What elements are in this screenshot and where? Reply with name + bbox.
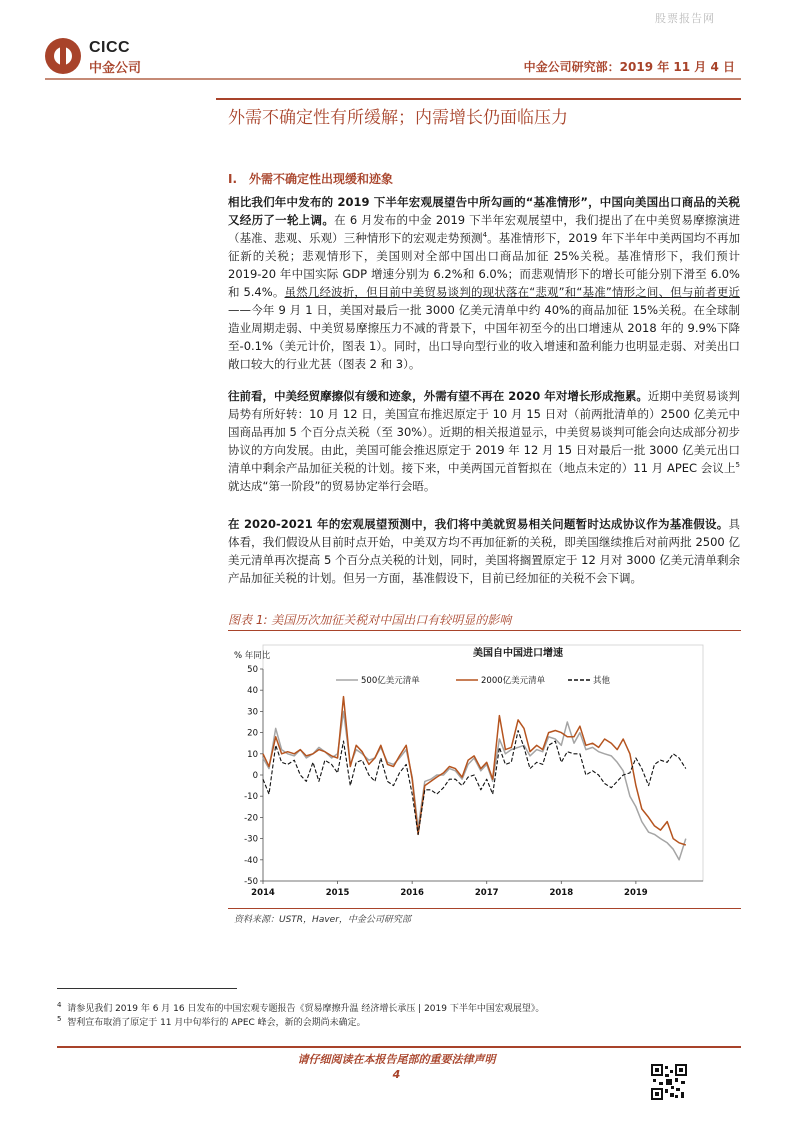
heading: I. 外需不确定性出现缓和迹象 xyxy=(228,172,394,186)
paragraph-2 xyxy=(228,387,740,495)
x-tick-label: 2018 xyxy=(549,888,574,898)
p3-lead: 在 2020-2021 年的宏观展望预测中，我们将中美就贸易相关问题暂时达成协议作为基准假设。 xyxy=(228,517,729,531)
footer-divider xyxy=(57,1046,741,1048)
x-tick-label: 2014 xyxy=(251,888,275,898)
footnote-5-text: 智利宣布取消了原定于 11 月中旬举行的 APEC 峰会，新的会期尚未确定。 xyxy=(67,1018,366,1028)
series-line-1 xyxy=(263,711,686,859)
figure-source: 资料来源：USTR，Haver，中金公司研究部 xyxy=(234,915,411,925)
watermark: 股票报告网 xyxy=(655,12,715,25)
legend-label-3: 其他 xyxy=(593,676,611,686)
section-title: 外需不确定性有所缓解；内需增长仍面临压力 xyxy=(228,108,568,128)
p2-text-2: 就达成“第一阶段”的贸易协定举行会晤。 xyxy=(228,479,436,493)
footnote-divider xyxy=(57,988,237,989)
cicc-logo-icon xyxy=(45,38,81,74)
cicc-logo xyxy=(45,38,155,78)
y-tick-label: 40 xyxy=(247,686,258,697)
y-tick-label: 0 xyxy=(252,771,258,781)
page-number: 4 xyxy=(392,1068,401,1081)
chart-title: 美国自中国进口增速 xyxy=(473,648,563,659)
header-divider xyxy=(45,78,741,80)
footnote-5 xyxy=(57,1015,366,1028)
footnote-4-mark: 4 xyxy=(57,1001,62,1009)
logo-cn-text: 中金公司 xyxy=(89,61,142,76)
p1-text-3: ——今年 9 月 1 日，美国对最后一批 3000 亿美元清单中约 40%的商品加征 15%关税。在全球制造业周期走弱、中美贸易摩擦压力不减的背景下，中国年初至今的出口增速从 2018 年的 9.9%下降至-0.1%（美元计价，图表 1）。同时，出口导向型行业的收入增速和盈利能力也明显走弱、对美出口敞口较大的行业尤甚（图表 2 和 3）。 xyxy=(228,303,740,371)
figure-bottom-rule xyxy=(228,908,741,909)
p2-lead: 往前看，中美经贸摩擦似有缓和迹象，外需有望不再在 2020 年对增长形成拖累。 xyxy=(228,389,648,403)
chart-ylabel: % 年同比 xyxy=(234,651,271,661)
x-tick-label: 2019 xyxy=(624,888,648,898)
y-tick-label: -50 xyxy=(244,877,258,887)
y-tick-label: 50 xyxy=(247,665,258,675)
p2-text-1: 近期中美贸易谈判局势有所好转：10 月 12 日，美国宣布推迟原定于 10 月 15 日对（前两批清单的）2500 亿美元中国商品再加 5 个百分点关税（至 30%）。近期的相关报道显示，中美贸易谈判可能会向达成部分初步协议的方向发展。由此，美国可能会推迟原定于 2019 年 12 月 15 日对最后一批 3000 亿美元出口清单中剩余产品加征关税的计划。接下来，中美两国元首暂拟在（地点未定的）11 月 APEC 会议上 xyxy=(228,389,741,475)
legend-label-2: 2000亿美元清单 xyxy=(481,676,546,686)
p3-text-1: 具体看，我们假设从目前时点开始，中美双方均不再加征新的关税，即美国继续推后对前两批 2500 亿美元清单再次提高 5 个百分点关税的计划，同时，美国将搁置原定于 12 月对 3000 亿美元清单剩余产品加征关税的计划。但另一方面，基准假设下，目前已经加征的关税不会下调。 xyxy=(228,517,740,585)
x-tick-label: 2017 xyxy=(474,888,499,898)
footnote-5-mark: 5 xyxy=(57,1015,62,1023)
import-growth-chart xyxy=(228,636,741,906)
y-tick-label: -10 xyxy=(244,792,258,803)
y-tick-label: -40 xyxy=(244,855,258,866)
p1-text-2: 。基准情形下，2019 年下半年中美两国均不再加征新的关税；悲观情形下，美国则对全部中国出口商品加征 25%关税。基准情形下，我们预计 2019-20 年中国实际 GDP 增速分别为 6.2%和 6.0%；而悲观情形下的增长可能分别下滑至 6.0%和 5.4%。 xyxy=(228,231,741,299)
figure-top-rule xyxy=(228,630,741,631)
p1-underlined: 虽然几经波折，但目前中美贸易谈判的现状落在“悲观”和“基准”情形之间、但与前者更近 xyxy=(284,285,741,299)
p1-lead: 相比我们年中发布的 2019 下半年宏观展望告中所勾画的“基准情形”，中国向美国出口商品的关税又经历了一轮上调。 xyxy=(228,195,740,227)
footnote-4 xyxy=(57,1001,544,1014)
figure-title: 图表 1: 美国历次加征关税对中国出口有较明显的影响 xyxy=(228,613,512,627)
y-tick-label: -30 xyxy=(244,834,258,845)
series-line-3 xyxy=(263,731,686,835)
footnote-ref-4[interactable]: 4 xyxy=(482,231,488,240)
x-tick-label: 2016 xyxy=(400,888,424,898)
y-tick-label: 10 xyxy=(247,749,258,760)
x-tick-label: 2015 xyxy=(325,888,350,898)
legend-label-1: 500亿美元清单 xyxy=(361,676,420,686)
footnote-4-text: 请参见我们 2019 年 6 月 16 日发布的中国宏观专题报告《贸易摩擦升温 经济增长承压 | 2019 下半年中国宏观展望》。 xyxy=(67,1004,545,1014)
y-tick-label: -20 xyxy=(244,813,258,824)
header-date: 中金公司研究部：2019 年 11 月 4 日 xyxy=(523,60,735,74)
y-tick-label: 30 xyxy=(247,707,258,718)
qr-code-icon xyxy=(651,1064,687,1100)
section-divider xyxy=(216,98,741,100)
p1-text-1: 在 6 月发布的中金 2019 下半年宏观展望中，我们提出了在中美贸易摩擦演进（基准、悲观、乐观）三种情形下的宏观走势预测 xyxy=(228,213,741,245)
legal-disclaimer[interactable]: 请仔细阅读在本报告尾部的重要法律声明 xyxy=(297,1053,496,1066)
logo-en-text: CICC xyxy=(89,39,131,56)
y-tick-label: 20 xyxy=(247,728,258,739)
footnote-ref-5[interactable]: 5 xyxy=(735,461,740,470)
paragraph-1 xyxy=(228,193,740,373)
paragraph-3 xyxy=(228,515,740,587)
